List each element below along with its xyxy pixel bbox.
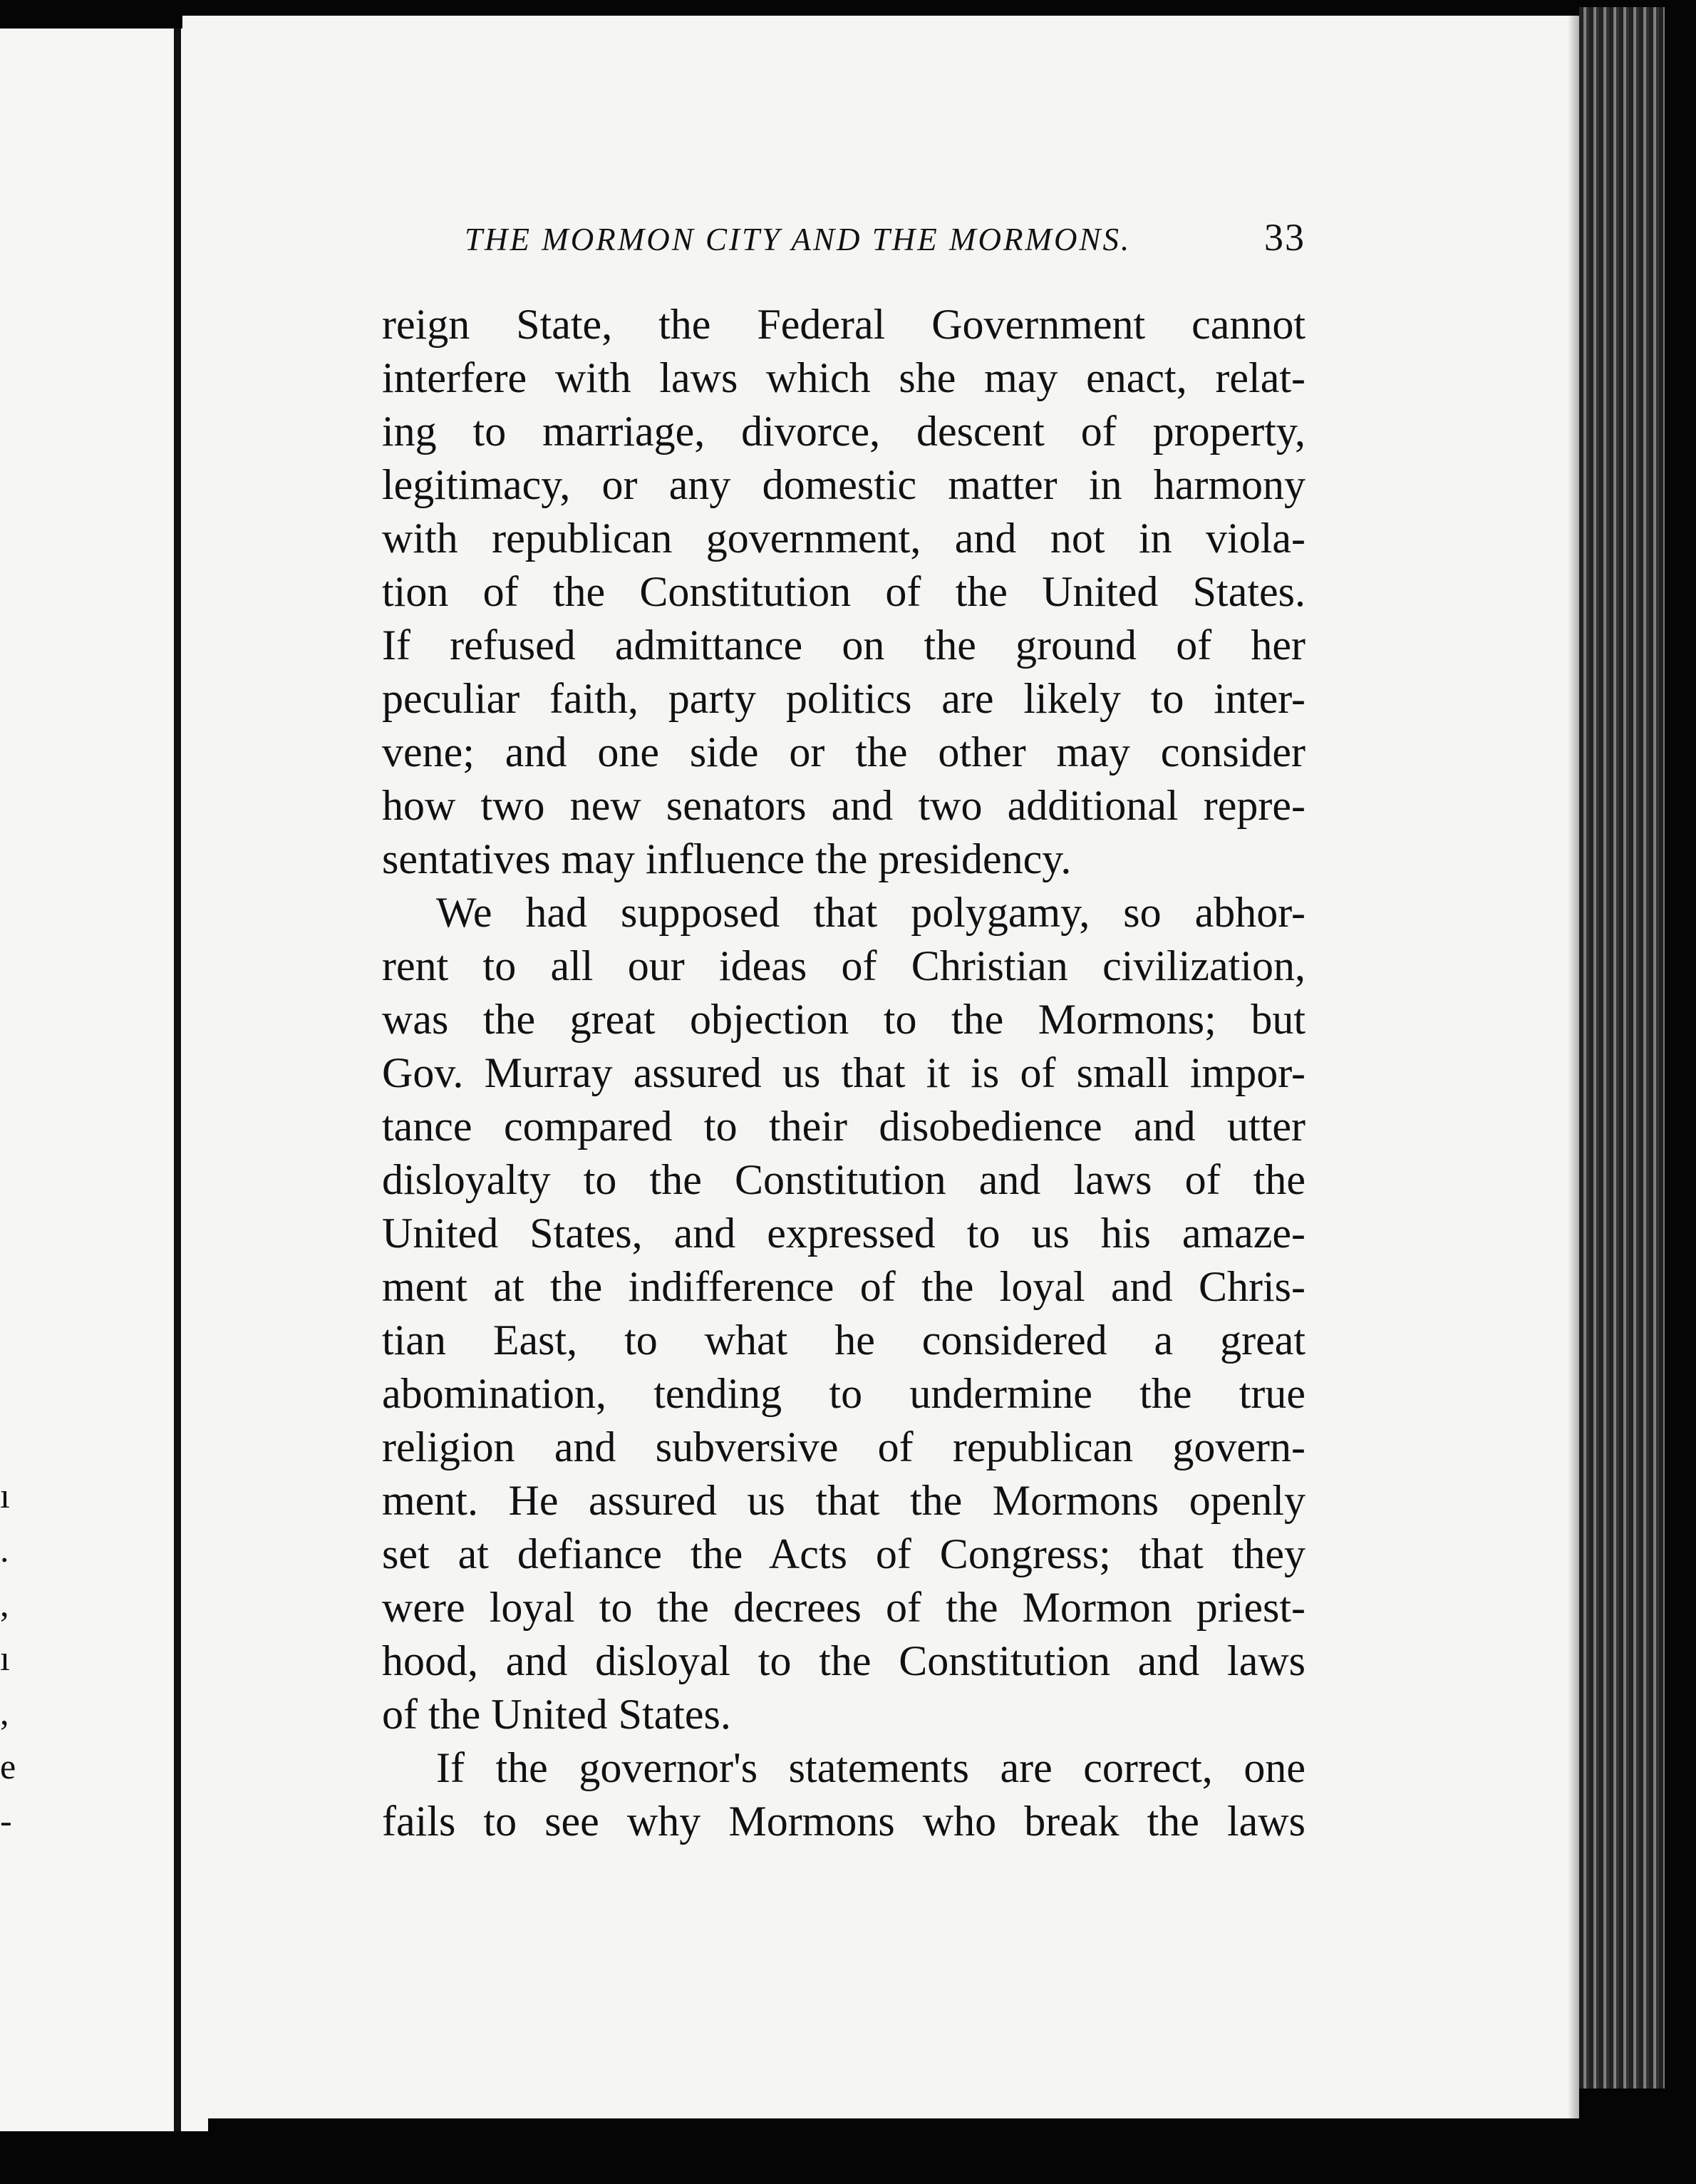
text-line: abomination, tending to undermine the true <box>382 1370 1305 1417</box>
text-line: tian East, to what he considered a great <box>382 1317 1305 1364</box>
text-line: Gov. Murray assured us that it is of small impor- <box>382 1049 1305 1096</box>
text-line: disloyalty to the Constitution and laws of the <box>382 1156 1305 1203</box>
text-line: set at defiance the Acts of Congress; that they <box>382 1530 1305 1577</box>
paragraph <box>382 1741 1305 1848</box>
left-fragment: ı <box>0 1475 10 1515</box>
left-fragment: - <box>0 1801 12 1840</box>
text-line: ment. He assured us that the Mormons openly <box>382 1477 1305 1524</box>
text-line: religion and subversive of republican govern- <box>382 1423 1305 1470</box>
text-line: rent to all our ideas of Christian civilization, <box>382 942 1305 989</box>
left-fragment: , <box>0 1692 9 1732</box>
left-fragment: , <box>0 1584 9 1624</box>
text-line: We had supposed that polygamy, so abhor- <box>436 889 1305 936</box>
text-line: sentatives may influence the presidency. <box>382 835 1072 882</box>
text-line: were loyal to the decrees of the Mormon priest- <box>382 1584 1305 1631</box>
page-edges <box>1579 7 1665 2088</box>
text-line: legitimacy, or any domestic matter in harmony <box>382 461 1305 508</box>
text-line: If the governor's statements are correct, one <box>436 1744 1305 1791</box>
running-head <box>465 215 1305 265</box>
text-line: tance compared to their disobedience and utter <box>382 1103 1305 1150</box>
text-line: with republican government, and not in viola- <box>382 515 1305 562</box>
text-line: If refused admittance on the ground of her <box>382 622 1305 669</box>
text-line: peculiar faith, party politics are likely to inter- <box>382 675 1305 722</box>
left-fragment: . <box>0 1530 9 1570</box>
left-fragment: e <box>0 1746 16 1786</box>
text-line: tion of the Constitution of the United States. <box>382 568 1305 615</box>
text-line: was the great objection to the Mormons; but <box>382 996 1305 1043</box>
text-line: vene; and one side or the other may consider <box>382 728 1305 776</box>
text-line: how two new senators and two additional repre- <box>382 782 1305 829</box>
text-line: interfere with laws which she may enact, relat- <box>382 354 1305 401</box>
running-head-title: THE MORMON CITY AND THE MORMONS. <box>465 222 1132 257</box>
gutter-line <box>174 29 181 2131</box>
text-line: reign State, the Federal Government cannot <box>382 301 1305 348</box>
text-line: fails to see why Mormons who break the laws <box>382 1798 1305 1845</box>
paragraph <box>382 886 1305 1741</box>
left-fragment: ı <box>0 1638 10 1678</box>
text-line: hood, and disloyal to the Constitution and laws <box>382 1637 1305 1684</box>
paragraph <box>382 298 1305 886</box>
left-page-text-fragments <box>0 1468 21 1848</box>
page-number: 33 <box>1264 216 1305 259</box>
text-line: ing to marriage, divorce, descent of property, <box>382 408 1305 455</box>
body-text <box>382 298 1305 1848</box>
text-line: ment at the indifference of the loyal and Chris- <box>382 1263 1305 1310</box>
text-line: United States, and expressed to us his amaze- <box>382 1210 1305 1257</box>
text-line: of the United States. <box>382 1691 731 1738</box>
